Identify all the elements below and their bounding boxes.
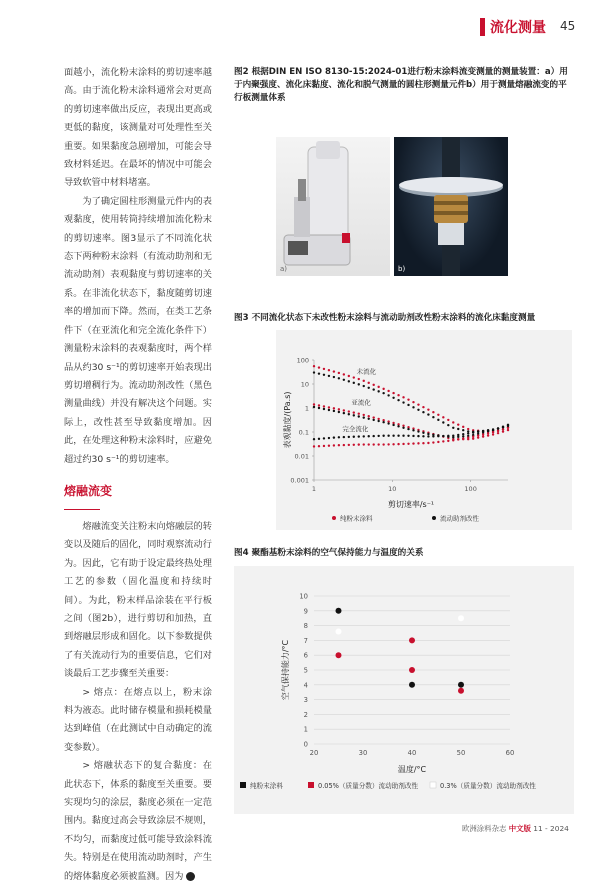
fig3-data-point <box>368 387 370 389</box>
fig3-data-point <box>412 401 414 403</box>
fig3-data-point <box>387 443 389 445</box>
fig3-data-point <box>377 418 379 420</box>
paragraph-3: 熔融流变关注粉末向熔融层的转变以及随后的固化，同时观察流动行为。因此，它有助于设定最终热处理工艺的参数（固化温度和持续时间）。为此，粉末样品涂装在平行板之间（图2b），进行剪切和加热，直到熔融层形成和固化。以下参数提供了有关流动行为的重要信息，它们对谈最后工艺步骤至关重要： <box>64 520 212 680</box>
paragraph-1: 面越小，流化粉末涂料的剪切速率越高。由于流化粉末涂料通常会对更高的剪切速率做出反应，表现出更高或更低的黏度，该测量对可处理性至关重要。如果黏度急剧增加，可能会导致材料延迟。在最坏的情况中可能会导致软管中材料堵塞。 <box>64 67 212 189</box>
fig3-data-point <box>323 408 325 410</box>
fig3-data-point <box>363 380 365 382</box>
fig3-data-point <box>363 416 365 418</box>
fig3-data-point <box>492 431 494 433</box>
fig3-data-point <box>502 428 504 430</box>
fig3-data-point <box>457 428 459 430</box>
fig3-data-point <box>432 411 434 413</box>
footer <box>462 823 569 834</box>
fig3-data-point <box>363 385 365 387</box>
fig4-legend-red-marker <box>308 782 314 788</box>
fig3-data-point <box>387 390 389 392</box>
fig3-data-point <box>382 435 384 437</box>
fig3-data-point <box>507 425 509 427</box>
parallel-plate-image <box>394 137 508 276</box>
fig3-data-point <box>497 432 499 434</box>
fig3-data-point <box>497 427 499 429</box>
fig3-data-point <box>397 425 399 427</box>
fig3-data-point <box>382 421 384 423</box>
fig3-data-point <box>417 442 419 444</box>
fig3-data-point <box>372 435 374 437</box>
fig3-data-point <box>412 442 414 444</box>
bullet-melting-point: > 熔点：在熔点以上，粉末涂料为液态。此时储存模量和损耗模量达到峰值（在此测试中自动确定的流变参数）。 <box>64 686 212 753</box>
fig3-data-point <box>377 420 379 422</box>
fig3-data-point <box>477 431 479 433</box>
fig3-data-point <box>492 428 494 430</box>
fig3-data-point <box>328 437 330 439</box>
fig3-data-point <box>487 432 489 434</box>
fig3-data-point <box>392 443 394 445</box>
fig3-data-point <box>382 388 384 390</box>
fig3-data-point <box>422 406 424 408</box>
fig3-legend-red-label: 纯粉末涂料 <box>340 514 373 523</box>
fig3-data-point <box>363 414 365 416</box>
fig3-data-point <box>328 406 330 408</box>
fig3-y-tick-label: 0.01 <box>294 452 309 461</box>
header-accent-bar <box>480 18 485 36</box>
fig3-data-point <box>348 375 350 377</box>
fig3-data-point <box>427 442 429 444</box>
fig3-legend-red-marker <box>332 516 336 520</box>
fig4-chart <box>234 566 574 814</box>
fig3-x-tick-label: 1 <box>311 485 317 493</box>
fig3-data-point <box>313 371 315 373</box>
fig3-data-point <box>313 445 315 447</box>
fig4-x-axis-label: 温度/°C <box>397 765 427 774</box>
fig3-legend-black-marker <box>432 516 436 520</box>
paragraph-2: 为了确定圆柱形测量元件内的表观黏度，使用转筒持续增加流化粉末的剪切速率。图3显示了不同流化状态下两种粉末涂料（有流动助剂和无流动助剂）表观黏度与剪切速率的关系。在非流化状态下，黏度随剪切速率的增加而下降。然而，在类工艺条件下（在亚流化和完全流化条件下）测量粉末涂料的表观黏度时，两个样品从约30 s⁻¹的剪切速率开始表现出剪切增稠行为。流动助剂改性（黑色测量曲线）并没有解决这个问题。实际上，改性甚至导致黏度增加。因此，在处理这种粉末涂料时，应避免超过约30 s⁻¹的剪切速率。 <box>64 195 212 465</box>
fig3-data-point <box>338 444 340 446</box>
fig3-data-point <box>348 410 350 412</box>
fig3-annotation-subfluidized: 亚流化 <box>351 398 371 407</box>
fig3-y-tick-label: 10 <box>300 380 309 389</box>
fig2-label-a: a) <box>280 265 288 273</box>
fig3-data-point <box>422 435 424 437</box>
fig3-data-point <box>313 438 315 440</box>
fig4-x-tick-label: 20 <box>309 749 319 757</box>
fig3-data-point <box>397 435 399 437</box>
fig3-data-point <box>442 421 444 423</box>
fig3-data-point <box>442 416 444 418</box>
fig3-data-point <box>338 377 340 379</box>
fig3-y-tick-label: 0.001 <box>290 476 309 485</box>
fig3-data-point <box>397 443 399 445</box>
fig3-data-point <box>452 439 454 441</box>
fig4-legend-red-label: 0.05%（质量分数）流动助剂改性 <box>318 782 419 790</box>
bullet-complex-viscosity-text: > 熔融状态下的复合黏度：在此状态下，体系的黏度至关重要。要实现均匀的涂层，黏度必须在一定范围内。黏度过高会导致涂层不规则，不均匀，而黏度过低可能导致涂料流失。特别是在使用流动助剂时，产生的熔体黏度必须被监测。因为 <box>64 760 212 882</box>
fig3-data-point <box>467 428 469 430</box>
fig3-data-point <box>457 434 459 436</box>
fig3-x-axis-label: 剪切速率/s⁻¹ <box>387 500 435 509</box>
fig3-data-point <box>353 414 355 416</box>
fig4-y-tick-label: 4 <box>303 681 308 690</box>
fig3-data-point <box>333 436 335 438</box>
fig3-data-point <box>318 438 320 440</box>
fig3-data-point <box>353 411 355 413</box>
fig4-y-tick-label: 8 <box>303 622 308 631</box>
fig3-data-point <box>377 390 379 392</box>
fig3-data-point <box>368 382 370 384</box>
fig2-caption: 图2 根据DIN EN ISO 8130-15:2024-01进行粉末涂料流变测量的测量装置：a）用于内聚强度、流化床黏度、流化和脱气测量的圆柱形测量元件b）用于测量熔融流变的平行板测量体系 <box>234 67 568 103</box>
fig3-data-point <box>392 424 394 426</box>
fig3-data-point <box>358 413 360 415</box>
fig3-chart <box>276 330 572 530</box>
fig3-data-point <box>313 365 315 367</box>
fig3-data-point <box>462 429 464 431</box>
fig3-data-point <box>318 404 320 406</box>
fig3-data-point <box>323 368 325 370</box>
fig3-data-point <box>472 431 474 433</box>
fig3-data-point <box>437 441 439 443</box>
fig3-x-tick-label: 100 <box>464 485 477 493</box>
fig3-data-point <box>318 445 320 447</box>
fig3-data-point <box>462 435 464 437</box>
fig3-data-point <box>358 435 360 437</box>
fig3-data-point <box>402 396 404 398</box>
fig4-y-tick-label: 5 <box>303 666 308 675</box>
fig3-data-point <box>372 416 374 418</box>
fig3-data-point <box>432 441 434 443</box>
fig3-legend-black-label: 流动助剂改性 <box>440 514 479 523</box>
fig3-data-point <box>323 445 325 447</box>
fig3-data-point <box>402 427 404 429</box>
fig3-data-point <box>358 443 360 445</box>
fig3-data-point <box>328 445 330 447</box>
fig3-data-point <box>487 434 489 436</box>
fig4-caption: 图4 聚酯基粉末涂料的空气保持能力与温度的关系 <box>234 548 424 558</box>
fig3-caption: 图3 不同流化状态下未改性粉末涂料与流动助剂改性粉末涂料的流化床黏度测量 <box>234 313 536 323</box>
fig4-y-tick-label: 9 <box>303 607 308 616</box>
fig4-data-point <box>409 667 415 673</box>
fig3-data-point <box>487 429 489 431</box>
fig3-data-point <box>382 443 384 445</box>
fig3-data-point <box>407 443 409 445</box>
fig3-data-point <box>392 397 394 399</box>
fig3-data-point <box>387 435 389 437</box>
fig3-data-point <box>432 435 434 437</box>
fig3-data-point <box>402 401 404 403</box>
fig4-data-point <box>336 629 342 635</box>
fig3-data-point <box>353 376 355 378</box>
fig3-data-point <box>417 430 419 432</box>
fig3-data-point <box>462 433 464 435</box>
fig4-x-tick-label: 50 <box>456 749 466 757</box>
fig3-data-point <box>392 435 394 437</box>
fig4-x-tick-label: 60 <box>505 749 515 757</box>
fig3-data-point <box>372 443 374 445</box>
fig3-x-tick-label: 10 <box>388 485 397 493</box>
fig3-data-point <box>368 435 370 437</box>
fig3-data-point <box>417 435 419 437</box>
fig4-data-point <box>409 682 415 688</box>
fig3-data-point <box>412 435 414 437</box>
section-title: 流化测量 <box>490 20 546 36</box>
fig3-data-point <box>338 411 340 413</box>
fig3-data-point <box>372 419 374 421</box>
fig3-data-point <box>447 419 449 421</box>
fig3-data-point <box>417 409 419 411</box>
fig3-data-point <box>432 416 434 418</box>
fig3-data-point <box>363 443 365 445</box>
left-text-column <box>64 64 212 886</box>
fig3-data-point <box>422 432 424 434</box>
fig3-data-point <box>358 378 360 380</box>
fig3-data-point <box>412 406 414 408</box>
fig3-data-point <box>407 398 409 400</box>
fig3-data-point <box>328 375 330 377</box>
fig3-data-point <box>387 394 389 396</box>
fig3-data-point <box>318 372 320 374</box>
fig3-data-point <box>372 388 374 390</box>
fig3-data-point <box>427 413 429 415</box>
footer-journal: 欧洲涂料杂志 <box>462 824 507 833</box>
fig3-data-point <box>343 444 345 446</box>
fig4-legend-black-marker <box>240 782 246 788</box>
fig3-data-point <box>397 394 399 396</box>
fig3-data-point <box>343 412 345 414</box>
fig3-data-point <box>368 443 370 445</box>
fig3-data-point <box>348 380 350 382</box>
fig3-data-point <box>343 436 345 438</box>
fig3-annotation-fluidized: 完全流化 <box>342 425 369 434</box>
fig3-data-point <box>382 392 384 394</box>
subheading-underline <box>64 509 100 510</box>
fig3-data-point <box>402 443 404 445</box>
fig3-svg <box>276 330 572 530</box>
fig4-svg <box>234 566 574 814</box>
fig3-data-point <box>323 437 325 439</box>
fig3-data-point <box>377 386 379 388</box>
fig3-data-point <box>348 413 350 415</box>
fig3-data-point <box>422 411 424 413</box>
fig4-legend-white-label: 0.3%（质量分数）流动助剂改性 <box>440 782 536 790</box>
fig3-data-point <box>323 374 325 376</box>
fig4-legend-black-label: 纯粉末涂料 <box>250 782 283 790</box>
fig4-data-point <box>458 682 464 688</box>
fig3-data-point <box>377 435 379 437</box>
fig3-data-point <box>502 430 504 432</box>
fig4-y-tick-label: 3 <box>303 696 308 705</box>
fig3-data-point <box>353 436 355 438</box>
fig3-data-point <box>392 392 394 394</box>
fig4-y-tick-label: 7 <box>303 636 308 645</box>
fig3-data-point <box>402 435 404 437</box>
fig3-data-point <box>447 435 449 437</box>
fig3-data-point <box>343 409 345 411</box>
fig4-y-tick-label: 10 <box>299 592 308 601</box>
fig3-data-point <box>358 415 360 417</box>
fig3-data-point <box>333 376 335 378</box>
fig3-data-point <box>353 382 355 384</box>
fig2-label-b: b) <box>398 265 406 273</box>
fig3-data-point <box>427 433 429 435</box>
fig3-data-point <box>397 399 399 401</box>
page-number: 45 <box>560 19 576 33</box>
fig3-data-point <box>467 430 469 432</box>
fig3-data-point <box>482 435 484 437</box>
fig3-data-point <box>343 379 345 381</box>
fig3-data-point <box>442 435 444 437</box>
fig3-data-point <box>492 433 494 435</box>
fig3-data-point <box>437 435 439 437</box>
fig3-data-point <box>467 432 469 434</box>
fig3-data-point <box>427 408 429 410</box>
fig4-x-tick-label: 40 <box>407 749 417 757</box>
fig3-data-point <box>328 369 330 371</box>
fig3-data-point <box>348 444 350 446</box>
fig4-x-tick-label: 30 <box>358 749 368 757</box>
fig3-data-point <box>427 435 429 437</box>
fig4-y-tick-label: 2 <box>303 710 308 719</box>
footer-issue: 11 - 2024 <box>533 824 569 833</box>
fig3-data-point <box>323 405 325 407</box>
fig3-y-tick-label: 0.1 <box>298 428 309 437</box>
fig3-data-point <box>338 408 340 410</box>
fig3-data-point <box>482 433 484 435</box>
fig3-data-point <box>343 373 345 375</box>
fig3-data-point <box>482 430 484 432</box>
fig2-photo-a <box>276 137 390 276</box>
fig3-data-point <box>333 410 335 412</box>
fig3-data-point <box>477 434 479 436</box>
footer-edition: 中文版 <box>508 824 531 833</box>
fig4-y-tick-label: 0 <box>303 740 308 749</box>
fig4-data-point <box>458 615 464 621</box>
fig3-data-point <box>447 424 449 426</box>
fig3-data-point <box>358 383 360 385</box>
fig3-data-point <box>333 444 335 446</box>
fig3-data-point <box>467 437 469 439</box>
fig3-data-point <box>353 444 355 446</box>
fig3-data-point <box>497 430 499 432</box>
subheading-melt-rheology: 熔融流变 <box>64 483 113 498</box>
continue-arrow-icon[interactable]: › <box>186 872 195 881</box>
fig3-data-point <box>447 440 449 442</box>
fig3-data-point <box>457 438 459 440</box>
fig3-annotation-unfluidized: 未流化 <box>356 367 377 376</box>
fig3-data-point <box>407 435 409 437</box>
fig3-data-point <box>417 403 419 405</box>
fig3-data-point <box>437 419 439 421</box>
fig4-data-point <box>336 652 342 658</box>
fig3-data-point <box>333 370 335 372</box>
fig3-data-point <box>507 429 509 431</box>
fig4-data-point <box>409 637 415 643</box>
fig3-data-point <box>338 372 340 374</box>
fig3-data-point <box>407 428 409 430</box>
fig3-data-point <box>313 403 315 405</box>
fig4-data-point <box>458 688 464 694</box>
bullet-complex-viscosity <box>64 757 212 886</box>
fig3-data-point <box>318 407 320 409</box>
fig3-data-point <box>313 406 315 408</box>
fig3-data-point <box>348 436 350 438</box>
fig3-data-point <box>502 426 504 428</box>
fig3-data-point <box>457 423 459 425</box>
fig3-data-point <box>318 366 320 368</box>
fig3-data-point <box>333 407 335 409</box>
fig3-data-point <box>462 426 464 428</box>
fig4-y-tick-label: 1 <box>303 725 308 734</box>
fig3-y-tick-label: 1 <box>304 404 309 413</box>
fig2-photo-b <box>394 137 508 276</box>
fig3-data-point <box>368 418 370 420</box>
fig3-data-point <box>462 437 464 439</box>
fig3-y-tick-label: 100 <box>296 356 309 365</box>
fig3-data-point <box>363 435 365 437</box>
fig3-data-point <box>422 442 424 444</box>
fig3-data-point <box>452 421 454 423</box>
fig3-y-axis-label: 表观黏度/(Pa.s) <box>283 391 292 449</box>
fig4-y-axis-label: 空气保持能力/°C <box>281 639 290 701</box>
rheometer-image <box>276 137 390 276</box>
fig3-data-point <box>377 443 379 445</box>
fig3-data-point <box>472 436 474 438</box>
fig3-data-point <box>407 404 409 406</box>
fig3-data-point <box>452 435 454 437</box>
fig4-y-tick-label: 6 <box>303 651 308 660</box>
fig3-data-point <box>368 415 370 417</box>
fig3-data-point <box>412 429 414 431</box>
fig3-data-point <box>442 440 444 442</box>
fig4-data-point <box>336 608 342 614</box>
fig3-data-point <box>452 427 454 429</box>
fig3-data-point <box>387 422 389 424</box>
fig3-data-point <box>338 436 340 438</box>
fig3-data-point <box>328 409 330 411</box>
fig3-data-point <box>372 384 374 386</box>
fig4-legend-white-marker <box>430 782 436 788</box>
fig3-data-point <box>437 414 439 416</box>
